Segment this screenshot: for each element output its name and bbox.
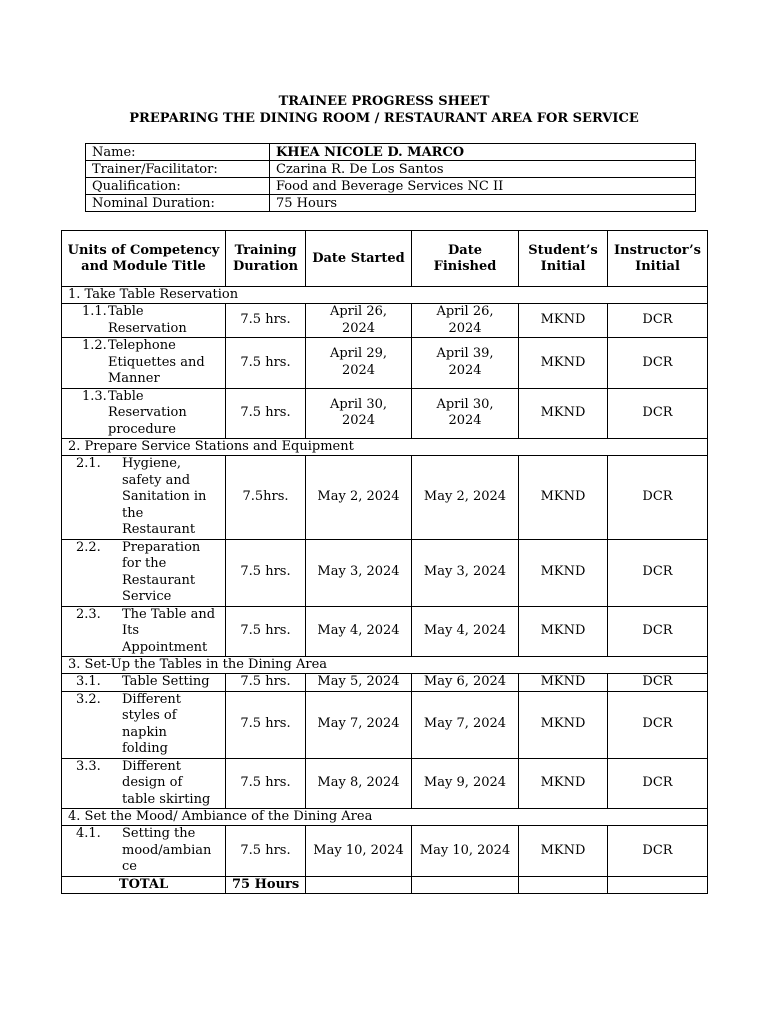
training-duration: 7.5 hrs.	[226, 338, 306, 389]
module-title: 2.2. Preparation for the Restaurant Service	[62, 539, 226, 606]
info-label: Name:	[86, 144, 270, 161]
module-number: 1.3.	[82, 388, 107, 404]
instructor-initial: DCR	[608, 388, 708, 439]
section-row	[62, 809, 708, 826]
info-label: Trainer/Facilitator:	[86, 161, 270, 178]
instructor-initial: DCR	[608, 304, 708, 338]
date-finished: April 30, 2024	[412, 388, 519, 439]
student-initial: MKND	[519, 388, 608, 439]
info-label: Qualification:	[86, 178, 270, 195]
total-duration: 75 Hours	[226, 876, 306, 894]
info-row-duration	[86, 195, 696, 212]
module-number: 3.1.	[76, 674, 101, 689]
empty-cell	[519, 876, 608, 894]
date-finished: April 39, 2024	[412, 338, 519, 389]
date-started: May 5, 2024	[306, 674, 412, 692]
instructor-initial: DCR	[608, 758, 708, 809]
module-number: 3.2.	[76, 691, 101, 707]
col-header-date-started: Date Started	[306, 231, 412, 287]
table-body	[62, 287, 708, 894]
section-title: 4. Set the Mood/ Ambiance of the Dining Area	[62, 809, 708, 826]
col-header-student-initial: Student’s Initial	[519, 231, 608, 287]
date-finished: May 6, 2024	[412, 674, 519, 692]
trainer-name: Czarina R. De Los Santos	[270, 161, 696, 178]
table-row	[62, 539, 708, 606]
training-duration: 7.5 hrs.	[226, 826, 306, 877]
training-duration: 7.5 hrs.	[226, 304, 306, 338]
module-title: 2.3. The Table and Its Appointment	[62, 606, 226, 657]
sheet-title: TRAINEE PROGRESS SHEET	[278, 94, 490, 109]
student-initial: MKND	[519, 539, 608, 606]
date-finished: April 26, 2024	[412, 304, 519, 338]
trainee-info-table	[85, 143, 696, 212]
student-initial: MKND	[519, 826, 608, 877]
module-title: 3.3. Different design of table skirting	[62, 758, 226, 809]
date-started: May 7, 2024	[306, 691, 412, 758]
empty-cell	[412, 876, 519, 894]
table-row	[62, 388, 708, 439]
module-number: 3.3.	[76, 758, 101, 774]
empty-cell	[306, 876, 412, 894]
qualification: Food and Beverage Services NC II	[270, 178, 696, 195]
progress-table	[61, 230, 708, 894]
date-started: May 2, 2024	[306, 456, 412, 540]
section-row	[62, 287, 708, 304]
table-row	[62, 758, 708, 809]
sheet-subtitle: PREPARING THE DINING ROOM / RESTAURANT AREA FOR SERVICE	[129, 111, 639, 126]
instructor-initial: DCR	[608, 691, 708, 758]
training-duration: 7.5 hrs.	[226, 606, 306, 657]
section-row	[62, 657, 708, 674]
module-title: 3.1. Table Setting	[62, 674, 226, 692]
module-number: 2.1.	[76, 456, 101, 471]
total-label: TOTAL	[62, 876, 226, 894]
student-initial: MKND	[519, 456, 608, 540]
section-title: 2. Prepare Service Stations and Equipment	[62, 439, 708, 456]
student-initial: MKND	[519, 691, 608, 758]
table-row	[62, 304, 708, 338]
date-finished: May 4, 2024	[412, 606, 519, 657]
nominal-duration: 75 Hours	[270, 195, 696, 212]
section-title: 3. Set-Up the Tables in the Dining Area	[62, 657, 708, 674]
module-number: 2.2.	[76, 539, 101, 555]
module-title: 1.1. Table Reservation	[62, 304, 226, 338]
training-duration: 7.5 hrs.	[226, 388, 306, 439]
student-initial: MKND	[519, 674, 608, 692]
table-row	[62, 338, 708, 389]
date-finished: May 3, 2024	[412, 539, 519, 606]
table-row	[62, 606, 708, 657]
module-number: 1.1.	[82, 304, 107, 319]
date-started: May 10, 2024	[306, 826, 412, 877]
training-duration: 7.5hrs.	[226, 456, 306, 540]
date-finished: May 9, 2024	[412, 758, 519, 809]
date-finished: May 2, 2024	[412, 456, 519, 540]
total-row	[62, 876, 708, 894]
instructor-initial: DCR	[608, 338, 708, 389]
student-initial: MKND	[519, 606, 608, 657]
section-title: 1. Take Table Reservation	[62, 287, 708, 304]
date-started: May 3, 2024	[306, 539, 412, 606]
instructor-initial: DCR	[608, 539, 708, 606]
table-header-row	[62, 231, 708, 287]
date-started: May 8, 2024	[306, 758, 412, 809]
date-started: April 29, 2024	[306, 338, 412, 389]
instructor-initial: DCR	[608, 674, 708, 692]
student-initial: MKND	[519, 758, 608, 809]
module-title: 1.2. Telephone Etiquettes and Manner	[62, 338, 226, 389]
student-initial: MKND	[519, 338, 608, 389]
module-number: 2.3.	[76, 606, 101, 622]
table-row	[62, 691, 708, 758]
training-duration: 7.5 hrs.	[226, 539, 306, 606]
date-started: April 26, 2024	[306, 304, 412, 338]
info-row-qualification	[86, 178, 696, 195]
col-header-date-finished: Date Finished	[412, 231, 519, 287]
info-label: Nominal Duration:	[86, 195, 270, 212]
module-title: 3.2. Different styles of napkin folding	[62, 691, 226, 758]
section-row	[62, 439, 708, 456]
module-title: 4.1. Setting the mood/ambian ce	[62, 826, 226, 877]
trainee-name: KHEA NICOLE D. MARCO	[270, 144, 696, 161]
col-header-instructor-initial: Instructor’s Initial	[608, 231, 708, 287]
date-finished: May 7, 2024	[412, 691, 519, 758]
col-header-duration: Training Duration	[226, 231, 306, 287]
date-finished: May 10, 2024	[412, 826, 519, 877]
training-duration: 7.5 hrs.	[226, 674, 306, 692]
date-started: April 30, 2024	[306, 388, 412, 439]
module-title: 2.1. Hygiene, safety and Sanitation in the Restaurant	[62, 456, 226, 540]
module-number: 1.2.	[82, 338, 107, 353]
training-duration: 7.5 hrs.	[226, 691, 306, 758]
training-duration: 7.5 hrs.	[226, 758, 306, 809]
module-number: 4.1.	[76, 826, 101, 841]
table-row	[62, 674, 708, 692]
col-header-unit: Units of Competency and Module Title	[62, 231, 226, 287]
instructor-initial: DCR	[608, 826, 708, 877]
module-title: 1.3. Table Reservation procedure	[62, 388, 226, 439]
table-row	[62, 456, 708, 540]
empty-cell	[608, 876, 708, 894]
instructor-initial: DCR	[608, 606, 708, 657]
info-row-name	[86, 144, 696, 161]
student-initial: MKND	[519, 304, 608, 338]
date-started: May 4, 2024	[306, 606, 412, 657]
table-row	[62, 826, 708, 877]
info-row-trainer	[86, 161, 696, 178]
instructor-initial: DCR	[608, 456, 708, 540]
